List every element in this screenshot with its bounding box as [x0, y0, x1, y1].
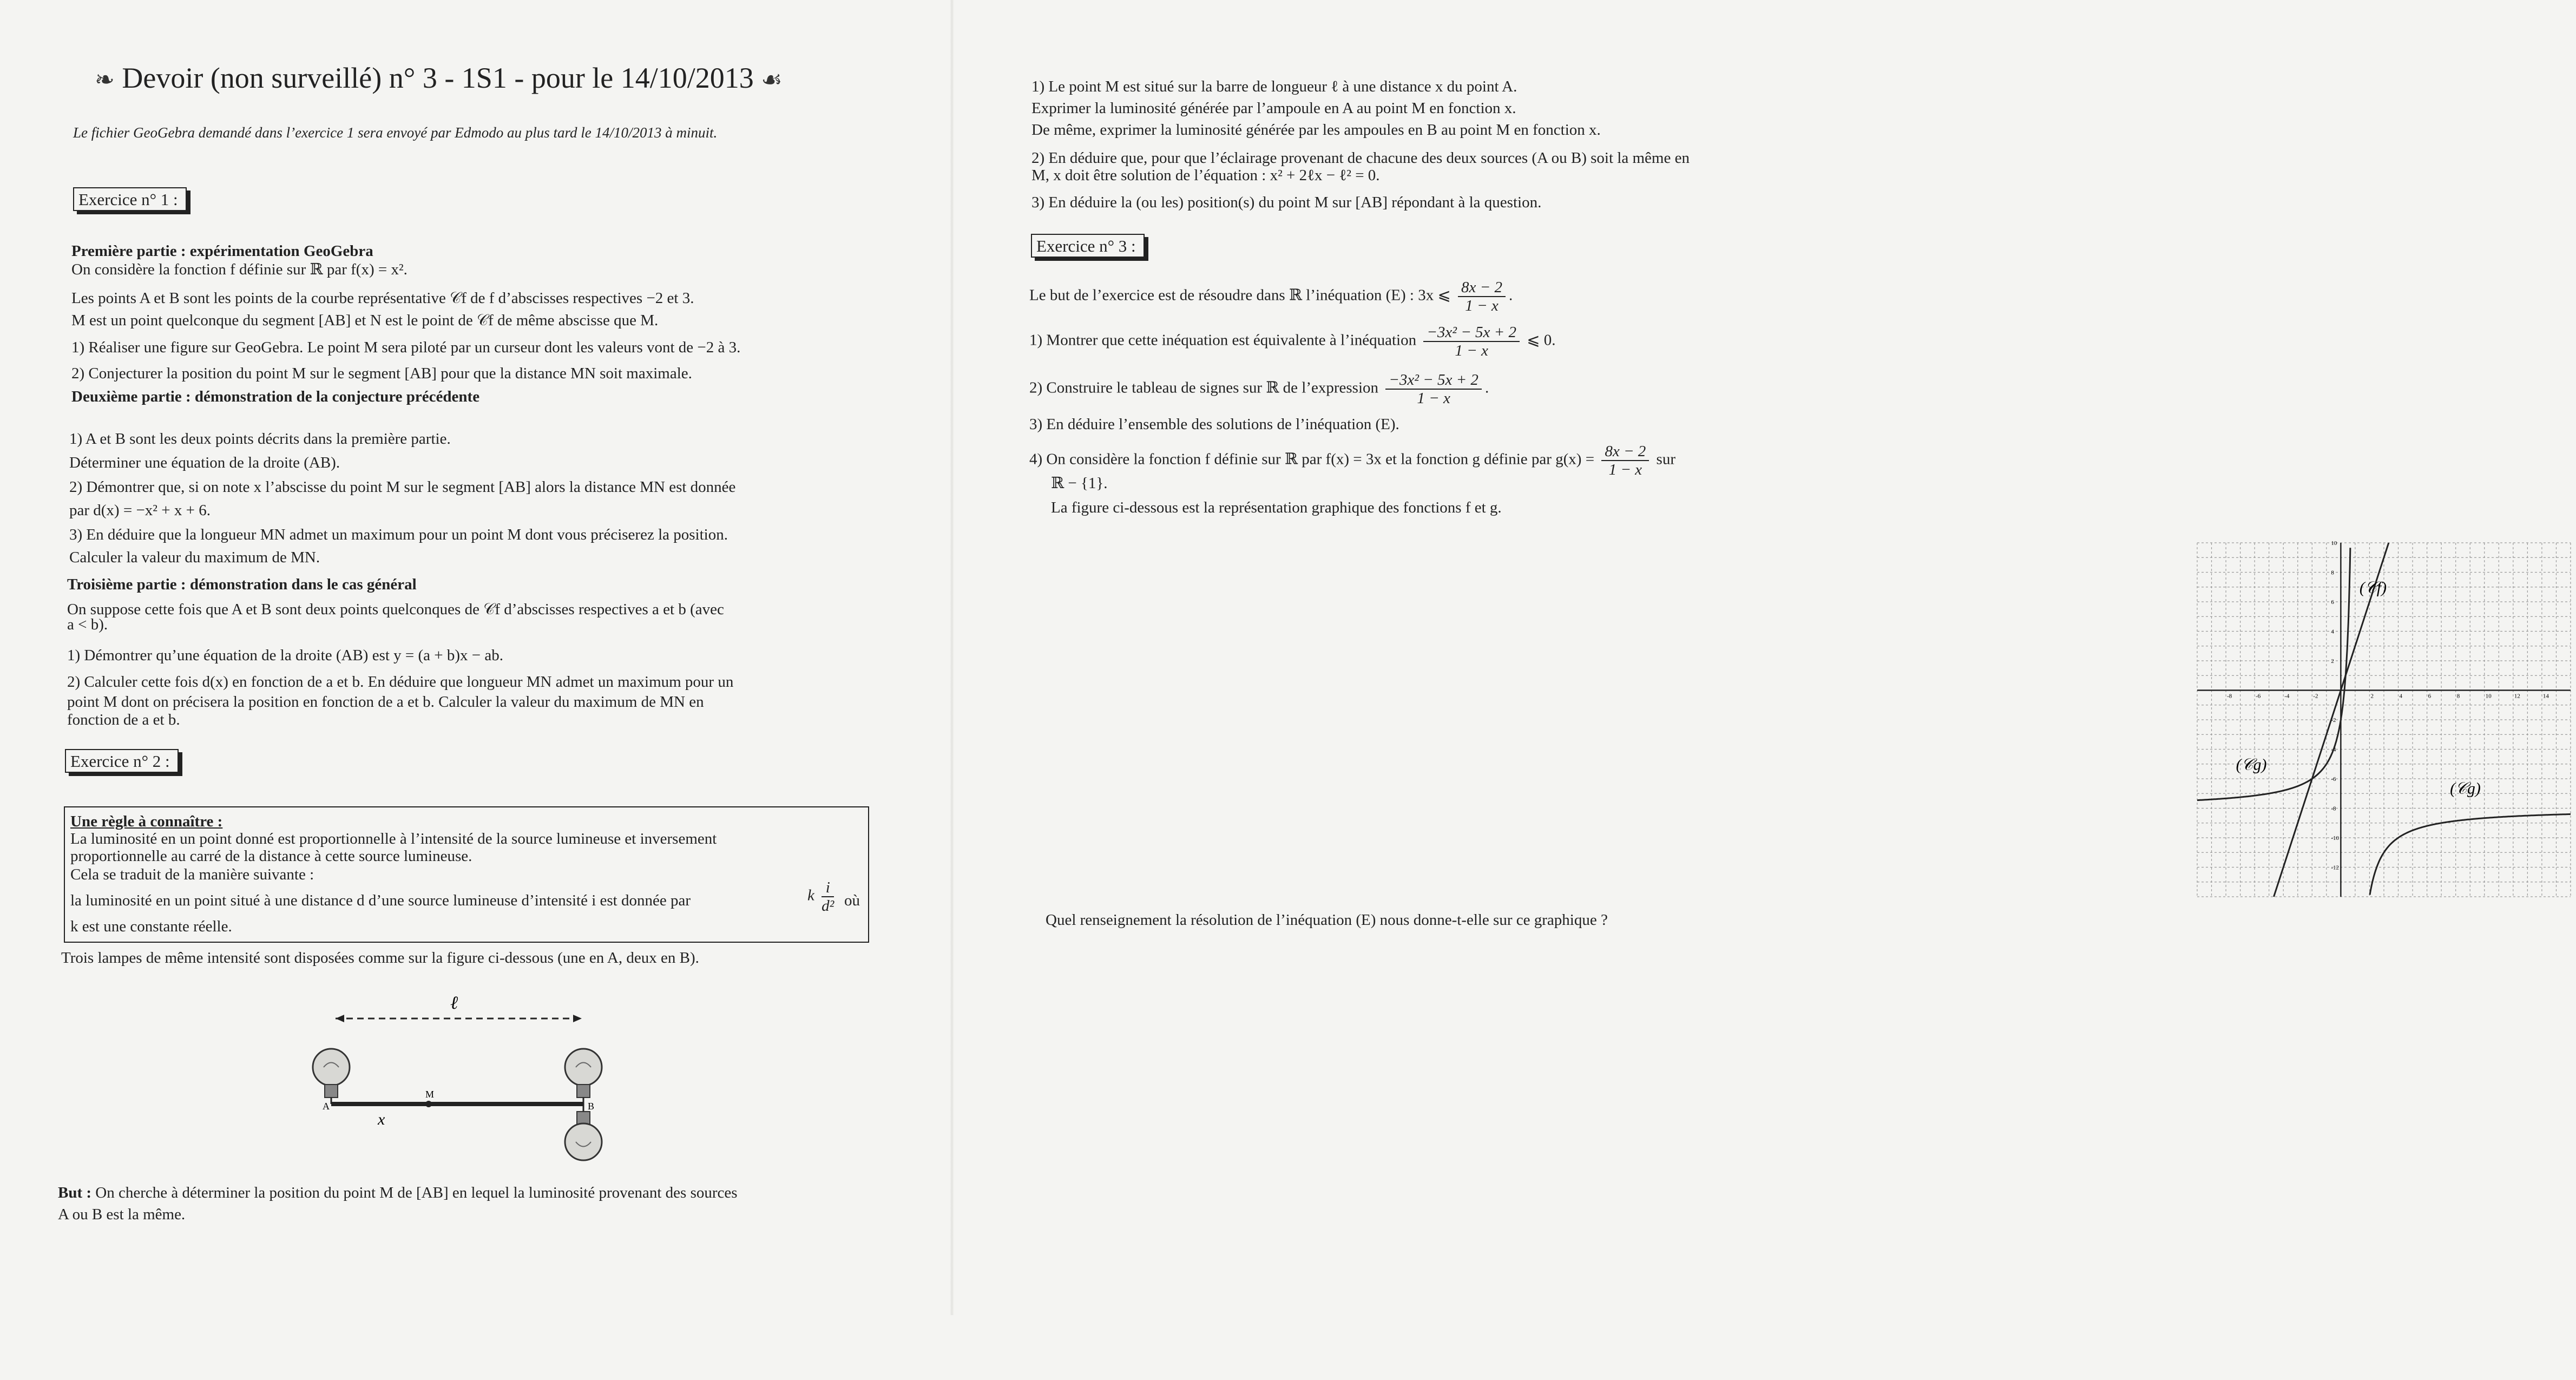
x-tick-label: 4 [2399, 693, 2403, 700]
goal-line: But : On cherche à déterminer la position du point M de [AB] en lequel la luminosité provenant des sources [58, 1184, 738, 1201]
point-a-label: A [323, 1101, 330, 1112]
exercise-2-label: Exercice n° 2 : [65, 749, 179, 773]
right-page [952, 0, 2549, 1380]
text-line: Exprimer la luminosité générée par l’ampoule en A au point M en fonction x. [1031, 100, 1516, 117]
text-line: M, x doit être solution de l’équation : x² + 2ℓx − ℓ² = 0. [1031, 167, 1380, 184]
length-label: ℓ [450, 993, 458, 1013]
text-line: 1) Le point M est situé sur la barre de longueur ℓ à une distance x du point A. [1031, 78, 1517, 95]
y-tick-label: -4 [2331, 746, 2336, 753]
text-line: 2) Démontrer que, si on note x l’abscisse du point M sur le segment [AB] alors la distance MN est donnée [69, 478, 736, 496]
lamp-b-bottom [565, 1104, 602, 1160]
y-tick-label: -10 [2331, 835, 2340, 842]
text-line: k est une constante réelle. [70, 918, 232, 935]
text-line: 1) A et B sont les deux points décrits dans la première partie. [69, 430, 451, 448]
rule-box [64, 806, 869, 943]
text-line: la luminosité en un point situé à une distance d d’une source lumineuse d’intensité i est donnée par [70, 892, 691, 909]
text-line: fonction de a et b. [67, 711, 180, 728]
ex1-part2-title: Deuxième partie : démonstration de la conjecture précédente [71, 388, 480, 405]
x-tick-label: -2 [2313, 693, 2318, 700]
text-line: On considère la fonction f définie sur ℝ par f(x) = x². [71, 261, 408, 278]
ornament-left-icon: ❧ [95, 67, 115, 93]
y-tick-label: -6 [2331, 776, 2336, 783]
x-tick-label: 14 [2542, 693, 2549, 700]
point-m-label: M [425, 1089, 435, 1100]
text-line: Calculer la valeur du maximum de MN. [69, 549, 320, 566]
page-title: ❧ Devoir (non surveillé) n° 3 - 1S1 - pour le 14/10/2013 ☙ [95, 62, 783, 94]
x-tick-label: 6 [2428, 693, 2432, 700]
arrow-right-head [573, 1015, 582, 1022]
y-tick-label: 8 [2331, 569, 2334, 576]
exercise-3-label: Exercice n° 3 : [1031, 234, 1145, 258]
text-line: On suppose cette fois que A et B sont deux points quelconques de 𝒞f d’abscisses respectives a et b (avec [67, 601, 724, 618]
text-line: ℝ − {1}. [1051, 475, 1108, 492]
left-page [0, 0, 952, 1380]
x-tick-label: 12 [2514, 693, 2520, 700]
function-graph [2192, 538, 2576, 901]
text-line: Déterminer une équation de la droite (AB). [69, 454, 340, 471]
distance-label: x [378, 1110, 385, 1128]
text-line: par d(x) = −x² + x + 6. [69, 502, 211, 519]
x-tick-label: 2 [2370, 693, 2374, 700]
curve-label-cg-right: (𝒞g) [2450, 779, 2481, 798]
text-line: 2) Calculer cette fois d(x) en fonction de a et b. En déduire que longueur MN admet un maximum pour un [67, 673, 734, 691]
x-tick-label: -8 [2227, 693, 2232, 700]
ex3-q2: 2) Construire le tableau de signes sur ℝ de l’expression $\frac{\text{−3x² − 5x + 2}}{1 - x}$ . [1029, 371, 1489, 407]
lamp-figure [292, 985, 606, 1180]
text-line: A ou B est la même. [58, 1206, 186, 1223]
lamp-b-top [565, 1049, 602, 1104]
text-line: La luminosité en un point donné est proportionnelle à l’intensité de la source lumineuse et inversement [70, 830, 717, 847]
curve-label-cf: (𝒞f) [2359, 579, 2387, 597]
rule-title: Une règle à connaître : [70, 813, 223, 830]
y-tick-label: -8 [2331, 805, 2336, 812]
text-line: Cela se traduit de la manière suivante : [70, 866, 314, 883]
point-m-marker [425, 1101, 432, 1107]
curve-label-cg-left: (𝒞g) [2236, 755, 2267, 774]
text-line: De même, exprimer la luminosité générée par les ampoules en B au point M en fonction x. [1031, 121, 1601, 139]
text-line: 3) En déduire que la longueur MN admet un maximum pour un point M dont vous préciserez la position. [69, 526, 728, 543]
x-tick-label: 8 [2456, 693, 2460, 700]
ex1-part3-title: Troisième partie : démonstration dans le cas général [67, 576, 417, 593]
y-tick-label: 2 [2331, 658, 2334, 665]
x-tick-label: 10 [2485, 693, 2492, 700]
text-line: M est un point quelconque du segment [AB] et N est le point de 𝒞f de même abscisse que M. [71, 312, 659, 329]
text-line: 2) Conjecturer la position du point M sur le segment [AB] pour que la distance MN soit maximale. [71, 365, 692, 382]
text-line: Trois lampes de même intensité sont disposées comme sur la figure ci-dessous (une en A, deux en B). [61, 949, 699, 967]
ex1-part1-title: Première partie : expérimentation GeoGebra [71, 242, 373, 260]
series-line-cg-left [2197, 548, 2350, 800]
y-tick-label: -2 [2331, 717, 2336, 724]
exercise-1-label: Exercice n° 1 : [73, 187, 187, 211]
point-b-label: B [588, 1101, 595, 1112]
text-line: La figure ci-dessous est la représentation graphique des fonctions f et g. [1051, 499, 1502, 516]
text-line: 1) Réaliser une figure sur GeoGebra. Le point M sera piloté par un curseur dont les valeurs vont de −2 à 3. [71, 339, 741, 356]
final-question: Quel renseignement la résolution de l’inéquation (E) nous donne-t-elle sur ce graphique ? [1046, 911, 1608, 929]
x-tick-label: -6 [2256, 693, 2261, 700]
text-line: point M dont on précisera la position en fonction de a et b. Calculer la valeur du maximum de MN en [67, 693, 704, 711]
ornament-right-icon: ☙ [761, 67, 783, 93]
lamp-a [313, 1049, 350, 1104]
ex3-q1: 1) Montrer que cette inéquation est équivalente à l’inéquation $\frac{\text{−3x² − 5x + 2}}{1 - x}$ ⩽ 0. [1029, 324, 1556, 359]
text-line: où [844, 892, 860, 909]
submission-note: Le fichier GeoGebra demandé dans l’exercice 1 sera envoyé par Edmodo au plus tard le 14/10/2013 à minuit. [73, 124, 718, 141]
y-tick-label: -12 [2331, 864, 2340, 871]
arrow-left-head [336, 1015, 344, 1022]
text-line: 2) En déduire que, pour que l’éclairage provenant de chacune des deux sources (A ou B) soit la même en [1031, 149, 1690, 167]
ex3-intro: Le but de l’exercice est de résoudre dans ℝ l’inéquation (E) : 3x ⩽ $\frac{8x - 2}{1 - x}$ . [1029, 279, 1513, 314]
rule-formula: k $\frac{i}{\text{d²}}$ [807, 879, 834, 915]
y-tick-label: 4 [2331, 628, 2334, 635]
text-line: 1) Démontrer qu’une équation de la droite (AB) est y = (a + b)x − ab. [67, 647, 504, 664]
ex3-q4: 4) On considère la fonction f définie sur ℝ par f(x) = 3x et la fonction g définie par g(x) = $\frac{8x - 2}{1 - x}$ sur [1029, 443, 1675, 478]
ex3-q3: 3) En déduire l’ensemble des solutions de l’inéquation (E). [1029, 416, 1399, 433]
tick-labels [2227, 540, 2549, 871]
y-tick-label: 6 [2331, 599, 2334, 606]
y-tick-label: 10 [2331, 540, 2337, 547]
text-line: a < b). [67, 616, 108, 633]
text-line: Les points A et B sont les points de la courbe représentative 𝒞f de f d’abscisses respectives −2 et 3. [71, 290, 694, 307]
x-tick-label: -4 [2284, 693, 2290, 700]
text-line: 3) En déduire la (ou les) position(s) du point M sur [AB] répondant à la question. [1031, 194, 1542, 211]
text-line: proportionnelle au carré de la distance à cette source lumineuse. [70, 847, 472, 865]
